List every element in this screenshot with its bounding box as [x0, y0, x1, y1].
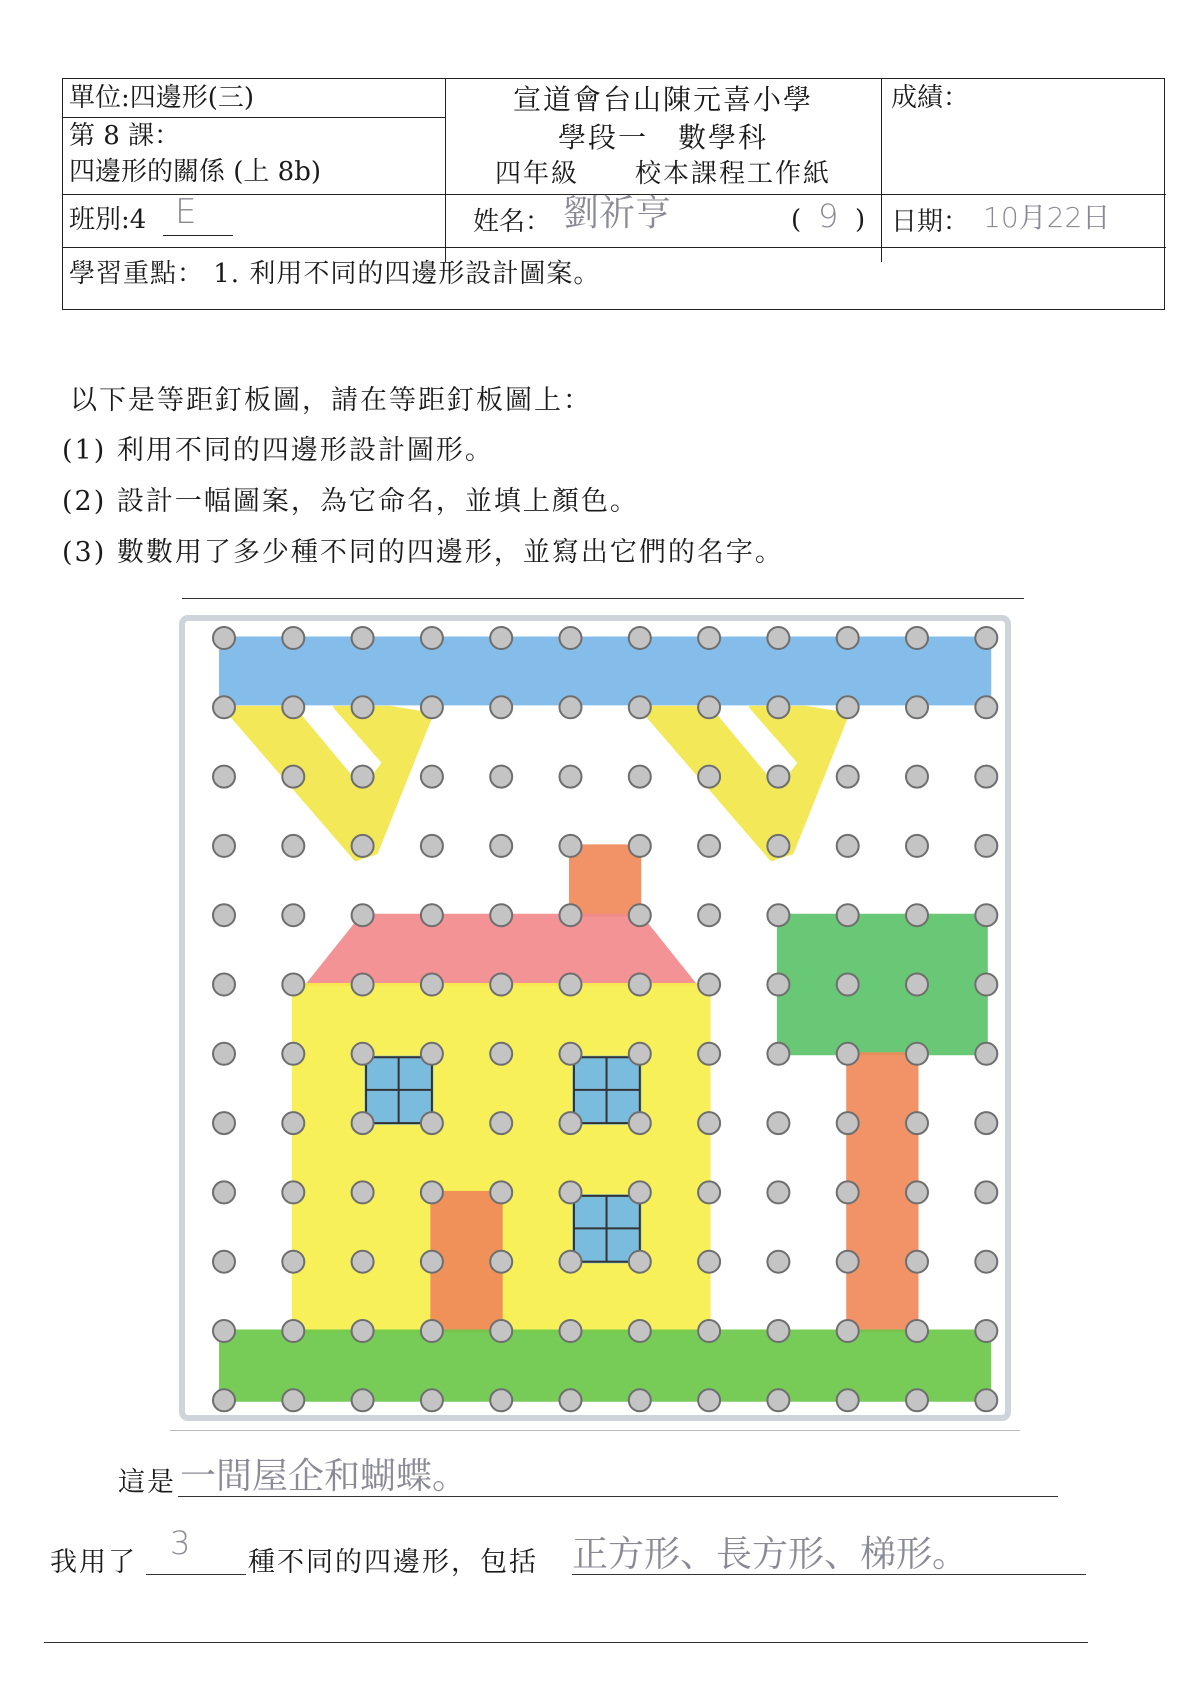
- class-label: 班別:4: [69, 205, 147, 235]
- peg: [282, 974, 304, 996]
- peg: [421, 1043, 443, 1065]
- peg: [975, 835, 997, 857]
- peg: [767, 1112, 789, 1134]
- answer-title-label: 這是: [118, 1467, 176, 1498]
- peg: [282, 766, 304, 788]
- peg: [906, 766, 928, 788]
- peg: [767, 766, 789, 788]
- peg: [352, 1320, 374, 1342]
- peg: [767, 1320, 789, 1342]
- unit-label: 單位:四邊形(三): [69, 83, 255, 113]
- peg: [282, 835, 304, 857]
- peg: [837, 974, 859, 996]
- peg: [767, 1251, 789, 1273]
- peg: [906, 627, 928, 649]
- peg: [629, 766, 651, 788]
- peg: [560, 1251, 582, 1273]
- peg: [421, 974, 443, 996]
- date-value[interactable]: 10月22日: [983, 201, 1111, 234]
- peg: [421, 904, 443, 926]
- name-label: 姓名：: [473, 207, 552, 237]
- peg: [421, 1112, 443, 1134]
- subject: 學段一 數學科: [557, 121, 768, 154]
- peg: [213, 1389, 235, 1411]
- peg: [282, 696, 304, 718]
- peg: [975, 1043, 997, 1065]
- peg: [698, 1389, 720, 1411]
- instruction-item-1: (1) 利用不同的四邊形設計圖形。: [62, 435, 494, 466]
- peg: [352, 627, 374, 649]
- peg: [837, 1320, 859, 1342]
- peg: [213, 904, 235, 926]
- peg: [767, 904, 789, 926]
- school-name: 宣道會台山陳元喜小學: [512, 83, 813, 116]
- peg: [698, 904, 720, 926]
- peg: [490, 696, 512, 718]
- divider: [63, 117, 445, 118]
- peg: [352, 1112, 374, 1134]
- peg: [560, 1043, 582, 1065]
- peg: [490, 1181, 512, 1203]
- peg: [837, 627, 859, 649]
- peg: [629, 1389, 651, 1411]
- peg: [282, 1389, 304, 1411]
- peg: [421, 1389, 443, 1411]
- peg: [767, 1043, 789, 1065]
- count-underline: [146, 1574, 246, 1575]
- peg: [352, 904, 374, 926]
- peg: [213, 1181, 235, 1203]
- peg: [490, 1251, 512, 1273]
- instruction-intro: 以下是等距釘板圖，請在等距釘板圖上：: [70, 385, 592, 416]
- peg: [213, 627, 235, 649]
- peg: [975, 1389, 997, 1411]
- peg: [767, 696, 789, 718]
- peg: [906, 835, 928, 857]
- peg: [906, 1112, 928, 1134]
- peg: [213, 696, 235, 718]
- peg: [213, 835, 235, 857]
- peg: [629, 1112, 651, 1134]
- peg: [837, 1043, 859, 1065]
- answer-count-label: 我用了: [50, 1547, 137, 1578]
- number-open: (: [791, 205, 802, 235]
- peg: [352, 1389, 374, 1411]
- peg: [421, 766, 443, 788]
- peg: [421, 1181, 443, 1203]
- peg: [698, 1112, 720, 1134]
- peg: [906, 1251, 928, 1273]
- peg: [975, 627, 997, 649]
- shapes-underline: [572, 1574, 1086, 1575]
- peg: [698, 1181, 720, 1203]
- peg: [560, 696, 582, 718]
- peg: [698, 1320, 720, 1342]
- name-value[interactable]: 劉祈亨: [563, 193, 672, 234]
- peg: [282, 627, 304, 649]
- peg: [213, 1320, 235, 1342]
- peg: [490, 1112, 512, 1134]
- peg: [352, 1181, 374, 1203]
- peg: [352, 1043, 374, 1065]
- peg: [421, 627, 443, 649]
- class-value[interactable]: E: [175, 192, 197, 232]
- peg: [906, 904, 928, 926]
- peg: [837, 1251, 859, 1273]
- peg: [767, 974, 789, 996]
- class-underline: [163, 235, 233, 236]
- peg: [837, 1389, 859, 1411]
- peg: [352, 696, 374, 718]
- peg: [975, 1320, 997, 1342]
- peg: [490, 766, 512, 788]
- peg: [282, 904, 304, 926]
- sky-bar: [221, 638, 990, 704]
- peg: [698, 766, 720, 788]
- peg: [975, 1112, 997, 1134]
- peg: [560, 627, 582, 649]
- peg: [629, 696, 651, 718]
- peg: [282, 1320, 304, 1342]
- peg: [698, 974, 720, 996]
- peg: [213, 1251, 235, 1273]
- peg: [213, 1043, 235, 1065]
- peg: [906, 1320, 928, 1342]
- peg: [975, 904, 997, 926]
- peg: [629, 1320, 651, 1342]
- answer-shapes-value[interactable]: 正方形、長方形、梯形。: [572, 1534, 969, 1575]
- chimney: [571, 846, 640, 915]
- peg: [421, 696, 443, 718]
- peg: [560, 1181, 582, 1203]
- peg: [975, 766, 997, 788]
- peg: [560, 1320, 582, 1342]
- peg: [837, 766, 859, 788]
- peg: [560, 904, 582, 926]
- geoboard-drawing: [170, 598, 1020, 1428]
- peg: [282, 1181, 304, 1203]
- peg: [560, 766, 582, 788]
- peg: [490, 974, 512, 996]
- header-table: [62, 78, 1165, 310]
- peg: [975, 1181, 997, 1203]
- peg: [767, 1181, 789, 1203]
- peg: [629, 1251, 651, 1273]
- peg: [698, 1251, 720, 1273]
- peg: [629, 1043, 651, 1065]
- peg: [560, 835, 582, 857]
- peg: [629, 835, 651, 857]
- peg: [490, 627, 512, 649]
- score-label: 成績：: [891, 83, 970, 113]
- peg: [629, 974, 651, 996]
- peg: [560, 1389, 582, 1411]
- date-label: 日期：: [891, 207, 970, 237]
- peg: [906, 1043, 928, 1065]
- instruction-item-2: (2) 設計一幅圖案，為它命名，並填上顏色。: [62, 486, 639, 517]
- peg: [352, 835, 374, 857]
- peg: [421, 1320, 443, 1342]
- peg: [975, 1251, 997, 1273]
- peg: [490, 1389, 512, 1411]
- peg: [490, 1320, 512, 1342]
- peg: [767, 627, 789, 649]
- peg: [837, 1112, 859, 1134]
- tree-top: [778, 915, 986, 1054]
- title-underline: [178, 1496, 1058, 1497]
- peg: [560, 1112, 582, 1134]
- grade-course: 四年級 校本課程工作紙: [494, 159, 831, 189]
- peg: [767, 1389, 789, 1411]
- peg: [629, 627, 651, 649]
- lesson-title: 四邊形的關係 (上 8b): [69, 157, 322, 187]
- peg: [837, 835, 859, 857]
- learning-focus: 學習重點： 1. 利用不同的四邊形設計圖案。: [69, 259, 601, 289]
- ground: [221, 1331, 990, 1400]
- peg: [213, 766, 235, 788]
- answer-title-value[interactable]: 一間屋企和蝴蝶。: [180, 1456, 469, 1497]
- peg: [837, 904, 859, 926]
- peg: [352, 974, 374, 996]
- lesson-number: 第 8 課：: [69, 121, 181, 151]
- peg: [490, 835, 512, 857]
- divider: [881, 79, 882, 262]
- extra-answer-line: [44, 1642, 1088, 1643]
- peg: [906, 696, 928, 718]
- board-bottom-edge: [170, 1430, 1020, 1431]
- peg: [629, 904, 651, 926]
- peg: [352, 766, 374, 788]
- peg: [698, 696, 720, 718]
- peg: [837, 696, 859, 718]
- peg: [975, 974, 997, 996]
- divider: [63, 247, 1166, 248]
- peg: [490, 1043, 512, 1065]
- peg: [698, 835, 720, 857]
- peg: [698, 1043, 720, 1065]
- peg: [421, 835, 443, 857]
- peg: [560, 974, 582, 996]
- answer-count-suffix: 種不同的四邊形，包括: [248, 1547, 538, 1578]
- number-value[interactable]: 9: [818, 197, 839, 235]
- peg: [906, 974, 928, 996]
- instruction-item-3: (3) 數數用了多少種不同的四邊形，並寫出它們的名字。: [62, 537, 784, 568]
- peg: [213, 1112, 235, 1134]
- peg: [282, 1043, 304, 1065]
- peg: [490, 904, 512, 926]
- peg: [629, 1181, 651, 1203]
- peg: [282, 1112, 304, 1134]
- answer-count-value[interactable]: 3: [170, 1524, 193, 1562]
- peg: [213, 974, 235, 996]
- peg: [975, 696, 997, 718]
- peg: [906, 1389, 928, 1411]
- number-close: ): [855, 205, 866, 235]
- peg: [352, 1251, 374, 1273]
- peg: [421, 1251, 443, 1273]
- peg: [767, 835, 789, 857]
- peg: [282, 1251, 304, 1273]
- peg: [906, 1181, 928, 1203]
- peg: [698, 627, 720, 649]
- peg: [837, 1181, 859, 1203]
